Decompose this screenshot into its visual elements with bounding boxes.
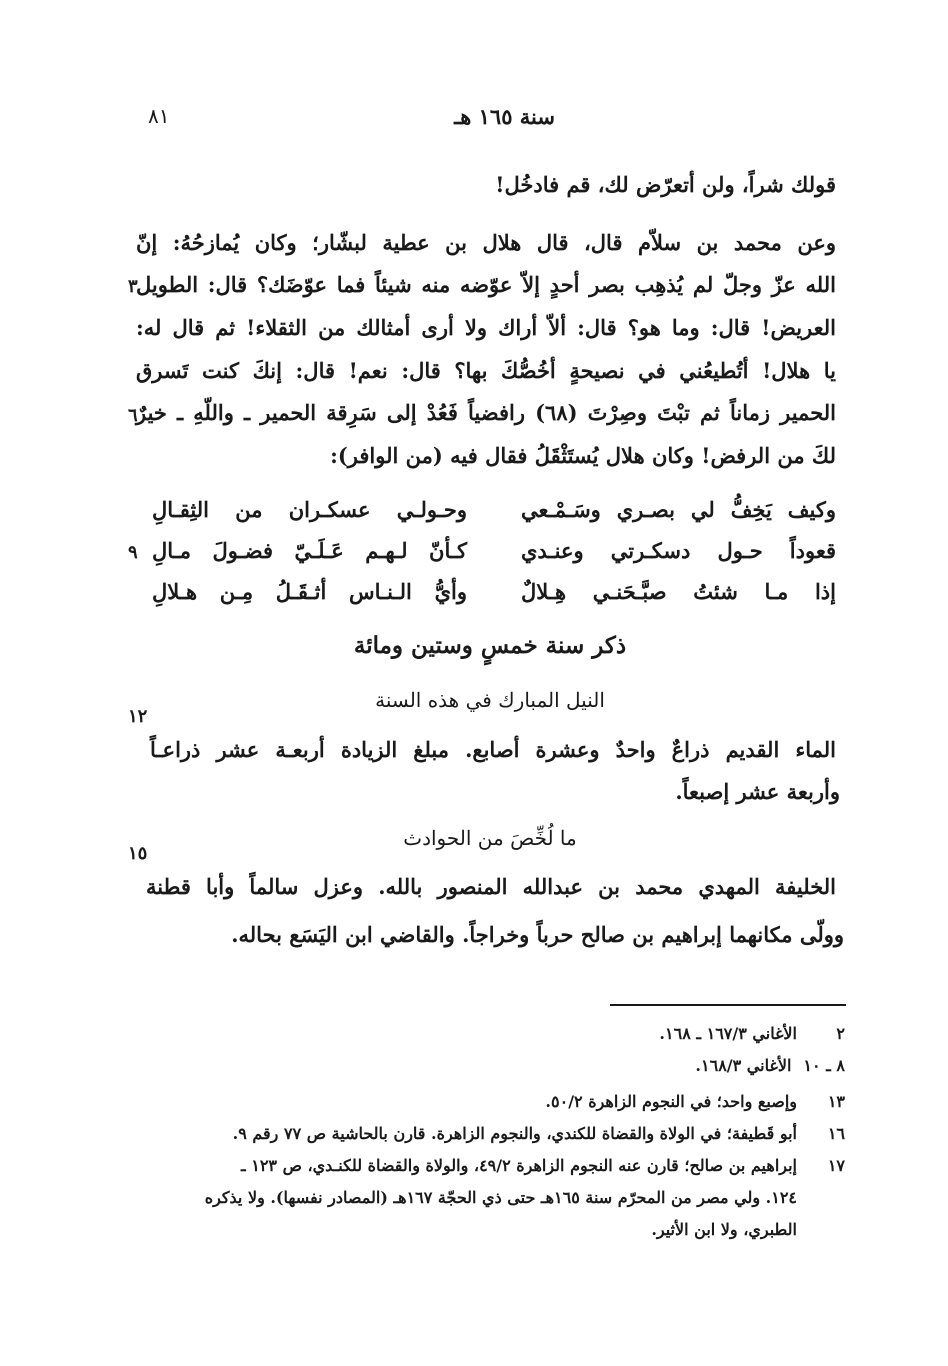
verse-second-hemistich: وأيُّ الـنـاس أثـقَـلُ مِـن هـلالِ [152,579,467,604]
text-line: قولك شراً، ولن أتعرّض لك، قم فادخُل! [495,172,836,197]
footnote-text: الأغاني ١٦٧/٣ ـ ١٦٨. [659,1024,797,1043]
footnote-text: ١٢٤. ولي مصر من المحرّم سنة ١٦٥هـ حتى ذي الحجّة ١٦٧هـ (المصادر نفسها). ولا يذكره [204,1188,797,1207]
footnote-number: ١٦ [827,1124,845,1143]
paragraph-line: الحمير زماناً ثم تبْتَ وصِرْتَ (٦٨) رافضياً فَعُدْ إلى سَرِقة الحمير ـ واللّهِ ـ خيرٌ [136,400,836,425]
verse-second-hemistich: وحـولـي عسكـران من الثِقـالِ [152,497,467,522]
paragraph-line: العريض! قال: وما هو؟ قال: ألاّ أراك ولا أرى أمثالك من الثقلاء! ثم قال له: [136,315,836,340]
subsection-title: النيل المبارك في هذه السنة [375,688,605,712]
line-number: ٣ [128,276,138,297]
footnote [241,1156,845,1175]
paragraph-line: وعن محمد بن سلاّم قال، قال هلال بن عطية لبشّار؛ وكان يُمازحُهُ: إنّ [136,230,836,255]
footnote-text: إبراهيم بن صالح؛ قارن عنه النجوم الزاهرة ٤٩/٢، والولاة والقضاة للكنـدي، ص ١٢٣ ـ [240,1156,797,1175]
line-number: ١٢ [128,706,148,727]
footnote-text: أبو قَطيفة؛ في الولاة والقضاة للكندي، والنجوم الزاهرة. قارن بالحاشية ص ٧٧ رقم ٩. [232,1124,797,1143]
section-title: ذكر سنة خمسٍ وستين ومائة [353,632,627,659]
subsection-title: ما لُخِّصَ من الحوادث [403,826,577,850]
footnote [233,1124,845,1143]
verse-first-hemistich: وكيف يَخِفُّ لي بصـري وسَـمْـعي [521,497,836,522]
line-number: ٦ [128,405,138,426]
footnote-number: ٢ [836,1024,845,1043]
footnote [651,1220,845,1239]
footnote-number: ٨ ـ ١٠ [803,1056,845,1075]
verse-first-hemistich: قعوداً حـول دسكـرتي وعنـدي [521,538,836,563]
footnote [659,1024,845,1043]
footnote [545,1092,845,1111]
footnote-number: ١٣ [827,1092,845,1111]
running-header: سنة ١٦٥ هـ [454,104,555,129]
verse-second-hemistich: كـأنّ لـهـم عَـلَـيّ فضـولَ مـالِ [152,538,467,563]
footnote-divider [610,1004,846,1006]
page-number: ٨١ [148,104,170,128]
footnote [695,1056,845,1075]
footnote-text: وإصبع واحد؛ في النجوم الزاهرة ٥٠/٢. [545,1092,797,1111]
paragraph-line: الماء القديم ذراعٌ واحدٌ وعشرة أصابع. مبلغ الزيادة أربعـة عشر ذراعـاً [150,737,836,762]
paragraph-line: وولّى مكانهما إبراهيم بن صالح حرباً وخراجاً. والقاضي ابن اليَسَع بحاله. [231,922,844,947]
line-number: ١٥ [128,843,148,864]
line-number: ٩ [128,542,138,563]
verse-first-hemistich: إذا مـا شئتُ صبَّـحَنـي هِـلالٌ [521,579,836,604]
footnote [205,1188,845,1207]
paragraph-line: وأربعة عشر إصبعاً. [675,779,840,804]
footnote-number: ١٧ [827,1156,845,1175]
paragraph-line: الله عزّ وجلّ لم يُذهِب بصر أحدٍ إلاّ عوّضه منه شيئاً فما عوّضَك؟ قال: الطويل [136,272,836,297]
paragraph-line: لكَ من الرفض! وكان هلال يُستَثْقَلُ فقال فيه (من الوافر): [330,443,836,468]
footnote-text: الطبري، ولا ابن الأثير. [651,1220,797,1239]
paragraph-line: الخليفة المهدي محمد بن عبدالله المنصور بالله. وعزل سالماً وأبا قطنة [146,874,836,899]
footnote-text: الأغاني ١٦٨/٣. [695,1056,792,1075]
paragraph-line: يا هلال! أتُطيعُني في نصيحةٍ أخُصُّكَ بها؟ قال: نعم! قال: إنكَ كنت تَسرق [136,358,836,383]
